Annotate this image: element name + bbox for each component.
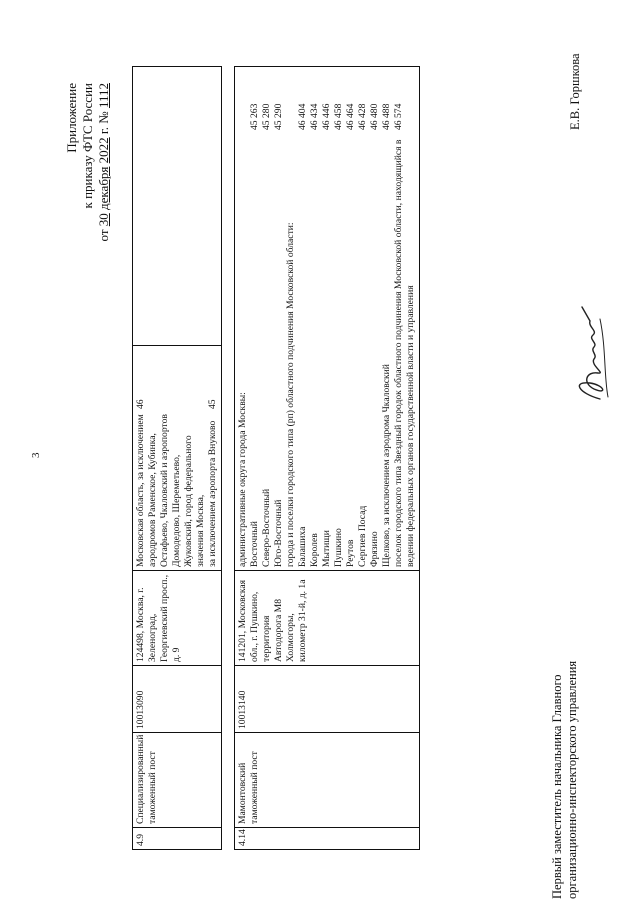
post-territory xyxy=(133,346,222,571)
row-number: 4.9 xyxy=(133,828,222,850)
territory-code: 45 xyxy=(207,399,218,409)
post-name: Специализированный таможенный пост xyxy=(133,733,222,828)
signatory-position: Первый заместитель начальника Главного организационно-инспекторского управления xyxy=(550,660,579,899)
table-gap xyxy=(222,67,235,850)
territory-line: Фрязино 46 480 xyxy=(369,103,380,567)
order-number: 1112 xyxy=(96,83,111,109)
territory-line: города и поселки городского типа (рп) областного подчинения Московской области: xyxy=(285,222,296,567)
territory-line: Реутов 46 464 xyxy=(345,103,356,567)
post-code: 10013090 xyxy=(133,666,222,733)
order-reference: к приказу ФТС России xyxy=(80,83,95,209)
territory-line: за исключением аэропорта Внуково 45 xyxy=(207,349,219,567)
order-day: 30 xyxy=(96,213,111,227)
territory-line: Балашиха 46 404 xyxy=(297,103,308,567)
customs-posts-table xyxy=(132,66,420,850)
territory-line: Щелково, за исключением аэродрома Чкаловский 46 488 xyxy=(381,103,392,567)
post-address: 124498, Москва, г. Зеленоград, Георгиевский просп., д. 9 xyxy=(133,571,222,666)
territory-line: административные округа города Москвы: xyxy=(237,392,248,567)
post-territory xyxy=(235,67,420,571)
territory-line: Московская область, за исключением аэродромов Раменское, Кубинка, Остафьево, Чкаловский и аэропортов Домодедово, Шереметьево, Жуковский, город федерального значения Москва, 46 xyxy=(135,349,207,567)
signatory-name: Е.В. Горшкова xyxy=(568,53,582,130)
order-year: 2022 xyxy=(96,137,111,164)
table-row xyxy=(235,67,420,850)
territory-line: Королев 46 434 xyxy=(309,103,320,567)
appendix-title: Приложение xyxy=(64,83,79,153)
territory-line: Мытищи 46 446 xyxy=(321,103,332,567)
post-name: Мамонтовский таможенный пост xyxy=(235,733,420,828)
territory-line: Юго-Восточный 45 290 xyxy=(273,103,284,567)
territory-code: 46 xyxy=(135,399,146,409)
empty-cell xyxy=(133,67,222,346)
territory-line: Пушкино 46 458 xyxy=(333,103,344,567)
post-code: 10013140 xyxy=(235,666,420,733)
handwritten-signature xyxy=(560,297,620,407)
post-address: 141201, Московская обл., г. Пушкино, территория Автодорога М8 Холмогоры, километр 31-й, д. 1а xyxy=(235,571,420,666)
table-row xyxy=(133,67,222,850)
page-number: 3 xyxy=(30,452,42,458)
document-header xyxy=(64,83,112,241)
territory-line: Северо-Восточный 45 280 xyxy=(261,103,272,567)
territory-line: Сергиев Посад 46 428 xyxy=(357,103,368,567)
order-month: декабря xyxy=(96,166,111,210)
territory-line: Восточный 45 263 xyxy=(249,103,260,567)
row-number: 4.14 xyxy=(235,828,420,850)
territory-line: поселок городского типа Звездный городок областного подчинения Московской области, находящийся в ведении федеральных органов государственной власти и управления 46 574 xyxy=(393,103,416,567)
order-date-line: от 30 декабря 2022 г. № 1112 xyxy=(96,83,111,242)
